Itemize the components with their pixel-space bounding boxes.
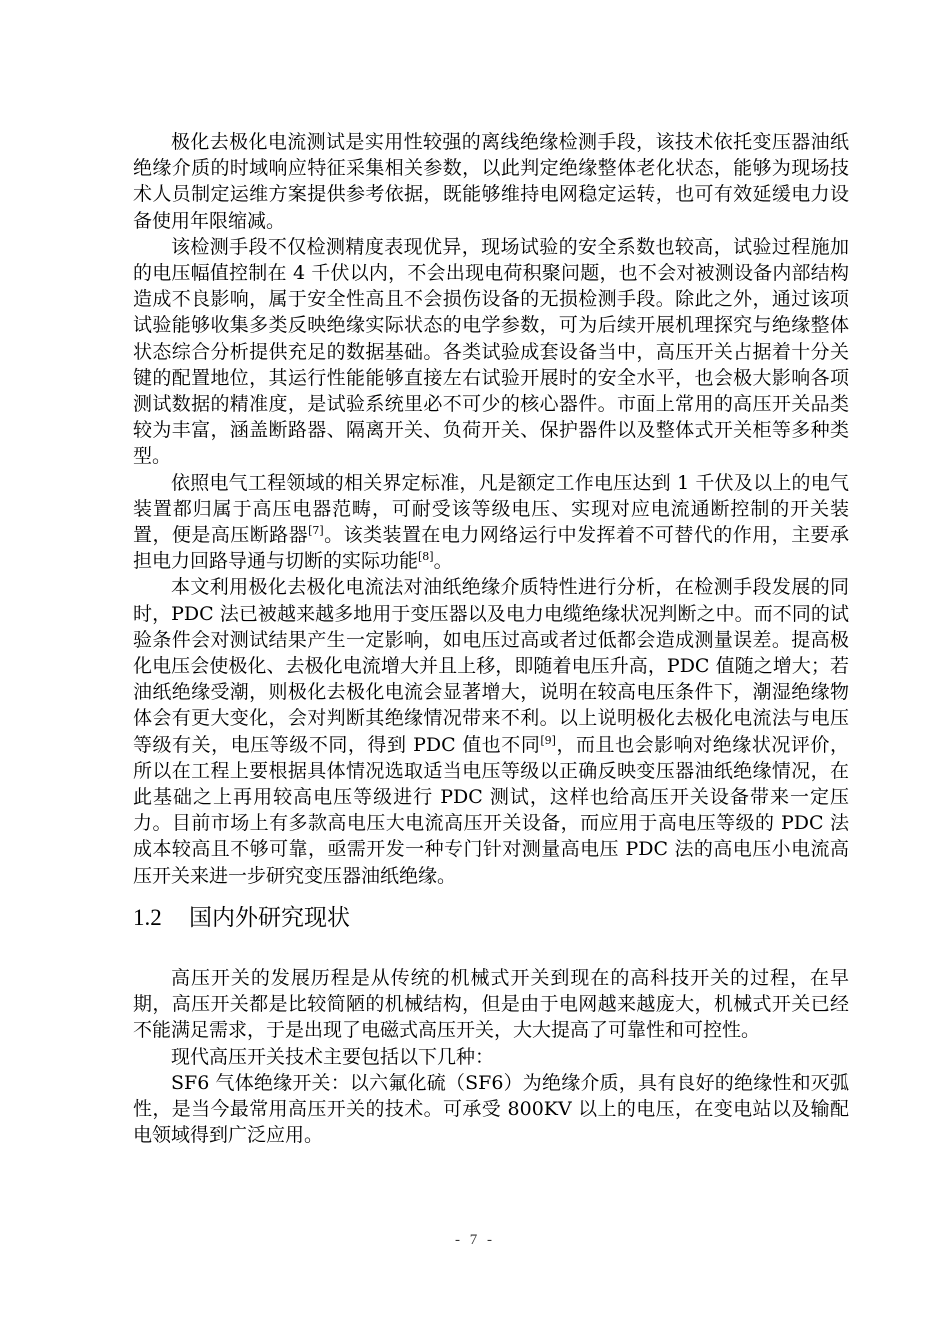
page-body bbox=[133, 129, 849, 1148]
paragraph-text: 现代高压开关技术主要包括以下几种： bbox=[171, 1045, 495, 1068]
section-title: 国内外研究现状 bbox=[189, 904, 350, 931]
section-number: 1.2 bbox=[133, 904, 162, 930]
paragraph-text: 。 bbox=[433, 550, 453, 573]
citation-reference: [9] bbox=[540, 733, 556, 747]
paragraph-text: 高压开关的发展历程是从传统的机械式开关到现在的高科技开关的过程，在早期，高压开关都是比较简陋的机械结构，但是由于电网越来越庞大，机械式开关已经不能满足需求，于是出现了电磁式高压开关，大大提高了可靠性和可控性。 bbox=[133, 966, 849, 1042]
body-paragraph bbox=[133, 470, 849, 575]
paragraph-text: 极化去极化电流测试是实用性较强的离线绝缘检测手段，该技术依托变压器油纸绝缘介质的时域响应特征采集相关参数，以此判定绝缘整体老化状态，能够为现场技术人员制定运维方案提供参考依据，既能够维持电网稳定运转，也可有效延缓电力设备使用年限缩减。 bbox=[133, 131, 849, 232]
body-paragraph bbox=[133, 1070, 849, 1149]
paragraph-text: 依照电气工程领域的相关界定标准，凡是额定工作电压达到 1 千伏及以上的电气装置都归属于高压电器范畴，可耐受该等级电压、实现对应电流通断控制的开关装置，便是高压断路器 bbox=[133, 471, 849, 547]
heading-spacer bbox=[133, 937, 849, 965]
paragraph-text: ，而且也会影响对绝缘状况评价，所以在工程上要根据具体情况选取适当电压等级以正确反映变压器油纸绝缘情况，在此基础之上再用较高电压等级进行 PDC 测试，这样也给高压开关设备带来一定压力。目前市场上有多款高电压大电流高压开关设备，而应用于高电压等级的 PDC 法成本较高且不够可靠，亟需开发一种专门针对测量高电压 PDC 法的高电压小电流高压开关来进一步研究变压器油纸绝缘。 bbox=[133, 733, 849, 887]
paragraph-text: SF6 气体绝缘开关：以六氟化硫（SF6）为绝缘介质，具有良好的绝缘性和灭弧性，是当今最常用高压开关的技术。可承受 800KV 以上的电压，在变电站以及输配电领域得到广泛应用。 bbox=[133, 1071, 849, 1147]
page-number: - 7 - bbox=[455, 1232, 495, 1248]
body-paragraph bbox=[133, 234, 849, 470]
citation-reference: [7] bbox=[308, 524, 324, 538]
section-heading bbox=[133, 899, 849, 937]
body-paragraph bbox=[133, 574, 849, 888]
body-paragraph bbox=[133, 129, 849, 234]
paragraph-group-after bbox=[133, 965, 849, 1148]
paragraph-text: 本文利用极化去极化电流法对油纸绝缘介质特性进行分析，在检测手段发展的同时，PDC 法已被越来越多地用于变压器以及电力电缆绝缘状况判断之中。而不同的试验条件会对测试结果产生一定影响，如电压过高或者过低都会造成测量误差。提高极化电压会使极化、去极化电流增大并且上移，即随着电压升高，PDC 值随之增大；若油纸绝缘受潮，则极化去极化电流会显著增大，说明在较高电压条件下，潮湿绝缘物体会有更大变化，会对判断其绝缘情况带来不利。以上说明极化去极化电流法与电压等级有关，电压等级不同，得到 PDC 值也不同 bbox=[133, 576, 849, 756]
body-paragraph bbox=[133, 965, 849, 1044]
citation-reference: [8] bbox=[418, 550, 434, 564]
paragraph-text: 该检测手段不仅检测精度表现优异，现场试验的安全系数也较高，试验过程施加的电压幅值控制在 4 千伏以内，不会出现电荷积聚问题，也不会对被测设备内部结构造成不良影响，属于安全性高且不会损伤设备的无损检测手段。除此之外，通过该项试验能够收集多类反映绝缘实际状态的电学参数，可为后续开展机理探究与绝缘整体状态综合分析提供充足的数据基础。各类试验成套设备当中，高压开关占据着十分关键的配置地位，其运行性能能够直接左右试验开展时的安全水平，也会极大影响各项测试数据的精准度，是试验系统里必不可少的核心器件。市面上常用的高压开关品类较为丰富，涵盖断路器、隔离开关、负荷开关、保护器件以及整体式开关柜等多种类型。 bbox=[133, 235, 849, 468]
paragraph-text: 。该类装置在电力网络运行中发挥着不可替代的作用，主要承担电力回路导通与切断的实际功能 bbox=[133, 524, 849, 573]
paragraph-group-before bbox=[133, 129, 849, 889]
body-paragraph bbox=[133, 1044, 849, 1070]
